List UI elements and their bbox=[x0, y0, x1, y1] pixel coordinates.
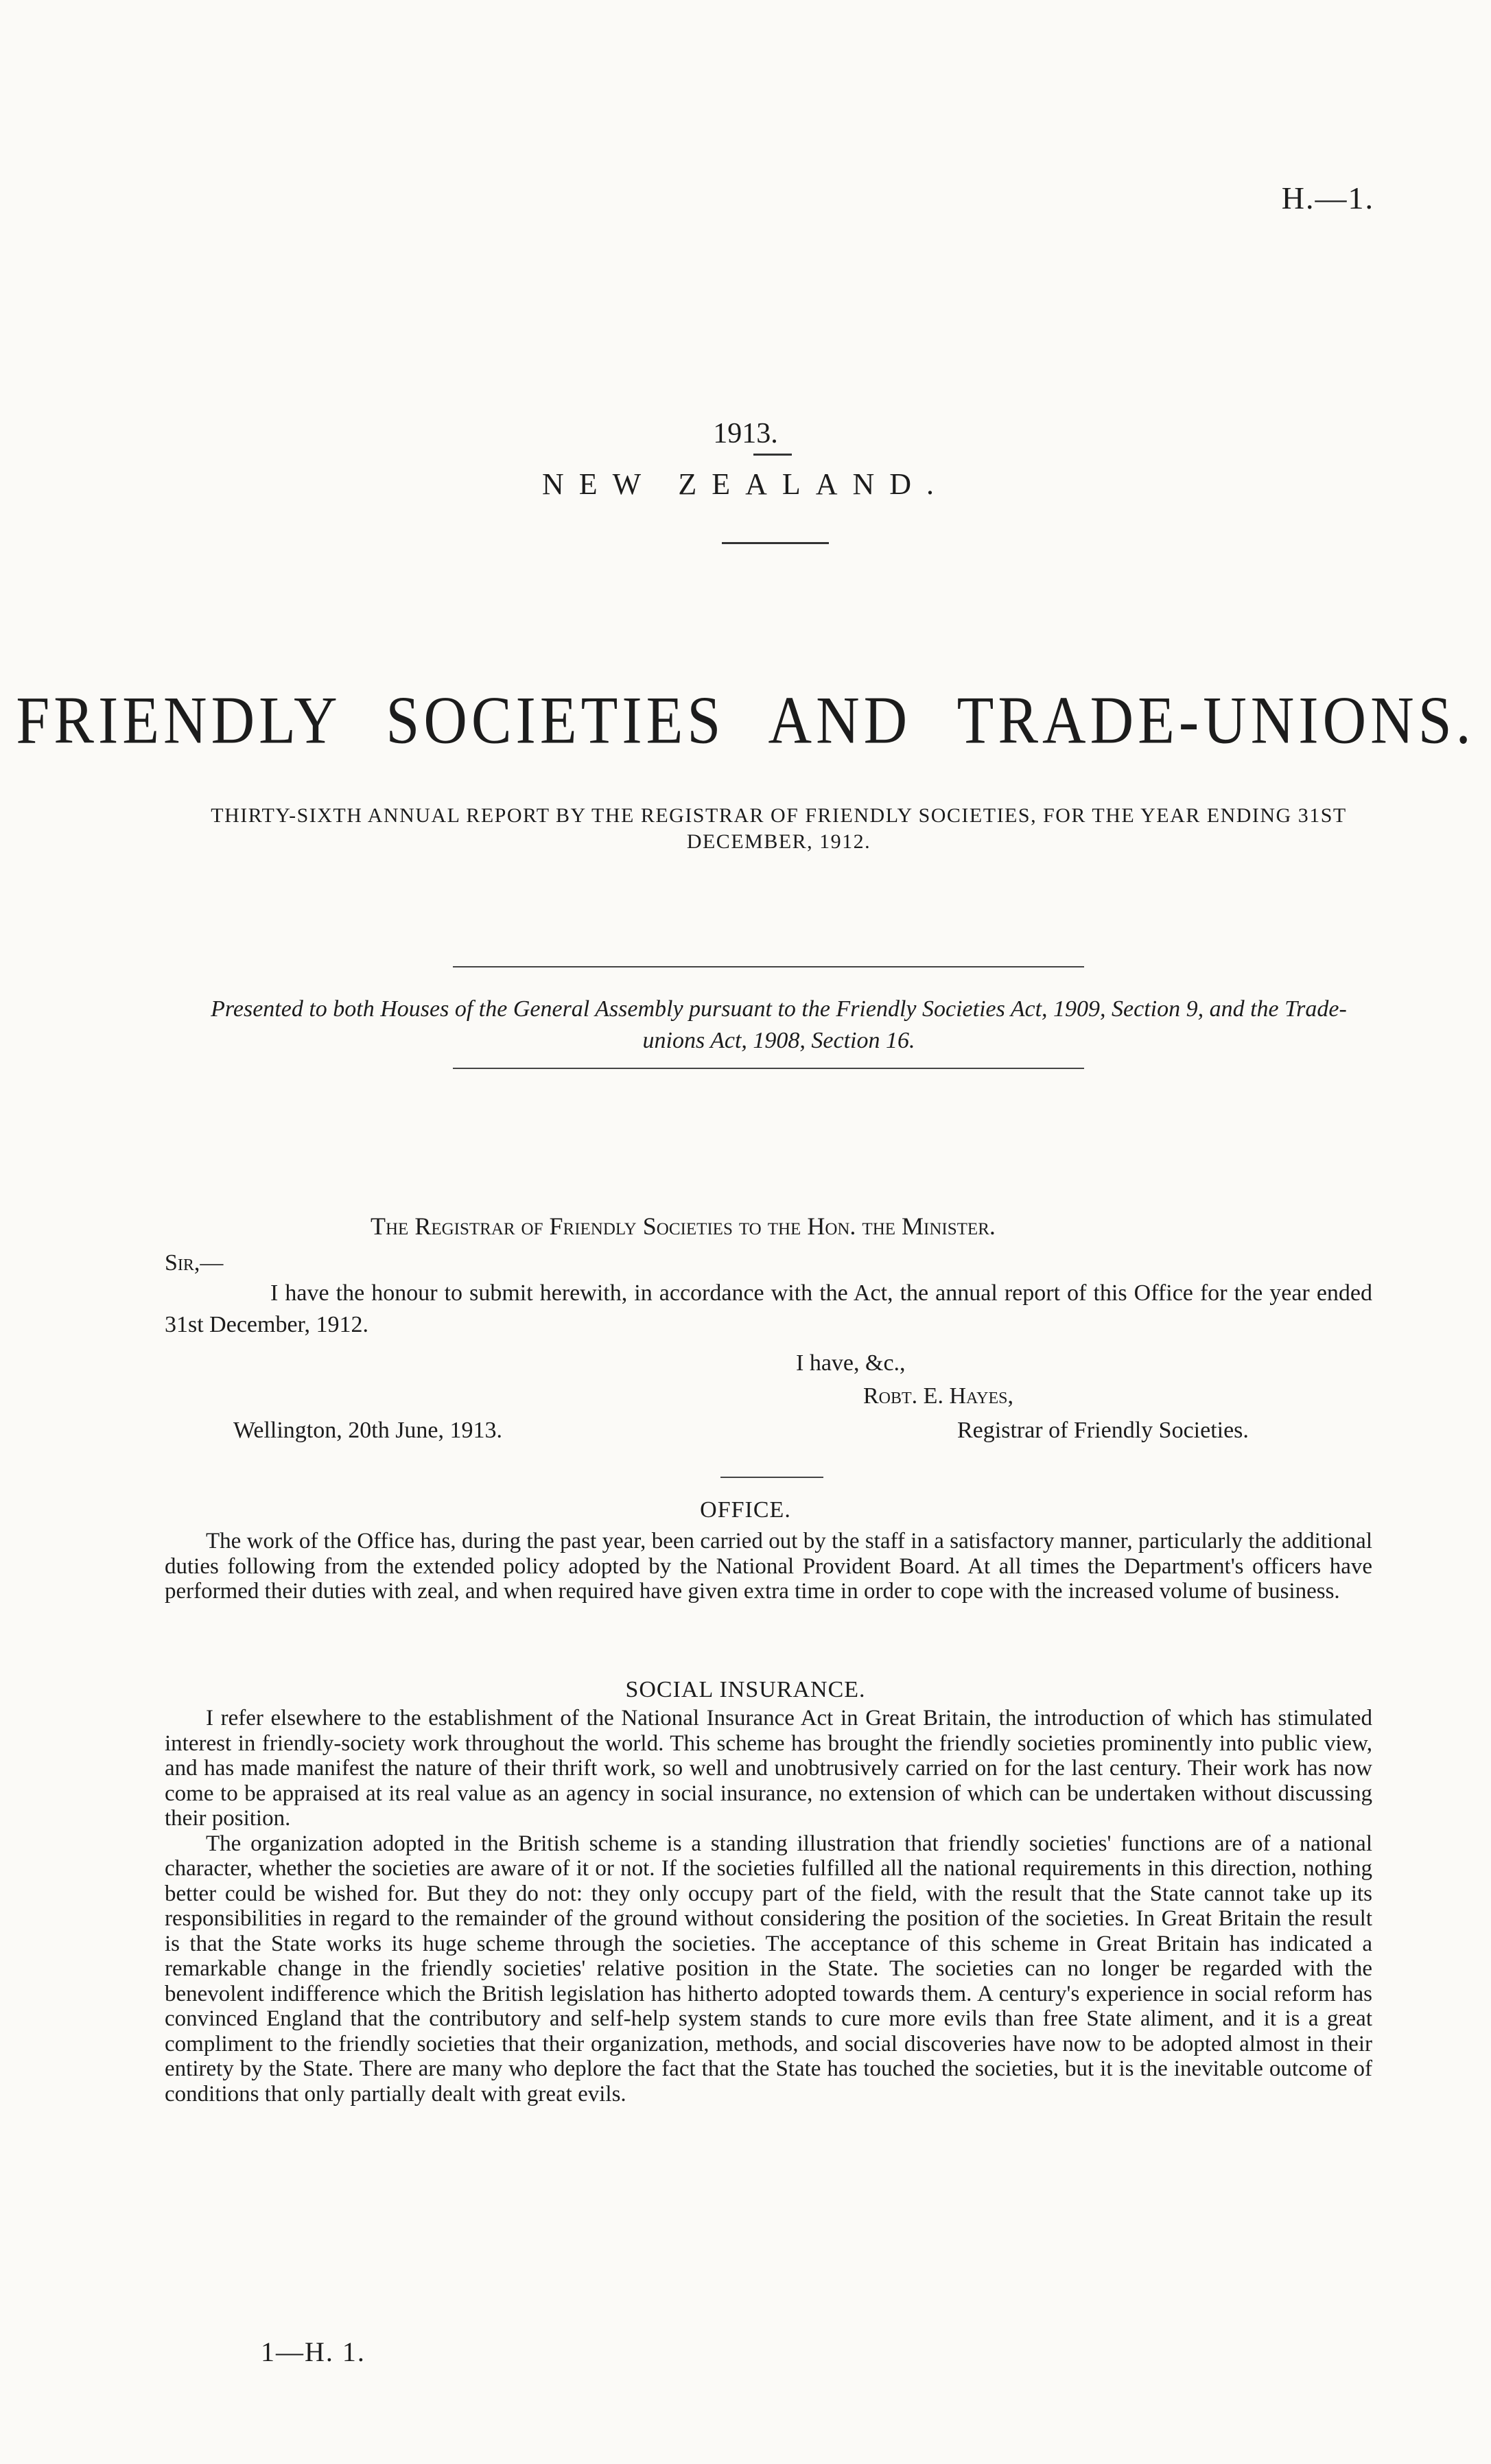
letter-place-date: Wellington, 20th June, 1913. bbox=[233, 1418, 503, 1443]
social-insurance-heading: SOCIAL INSURANCE. bbox=[625, 1677, 866, 1702]
office-section bbox=[165, 1529, 1372, 1604]
letter-signatory-title: Registrar of Friendly Societies. bbox=[957, 1418, 1249, 1443]
presented-rule-bottom bbox=[453, 1068, 1084, 1069]
social-insurance-paragraph-2: The organization adopted in the British scheme is a standing illustration that friendly societies' functions are of a national character, whether the societies are aware of it or not. If the societies fulfilled all the national requirements in this direction, nothing better could be wished for. But they do not: they only occupy part of the field, with the result that the State cannot take up its responsibilities in regard to the remainder of the ground without considering the position of the societies. In Great Britain the result is that the State works its huge scheme through the societies. The acceptance of this scheme in Great Britain has indicated a remarkable change in the friendly societies' relative position in the State. The societies can no longer be regarded with the benevolent indifference which the British legislation has hitherto adopted towards them. A century's experience in social reform has convinced England that the contributory and self-help system stands to cure more evils than free State aliment, and it is a great compliment to the friendly societies that their organization, methods, and social discoveries have now to be adopted almost in their entirety by the State. There are many who deplore the fact that the State has touched the societies, but it is the inevitable outcome of conditions that only partially dealt with great evils. bbox=[165, 1831, 1372, 2107]
report-year: 1913. bbox=[713, 418, 778, 449]
letter-signatory: Robt. E. Hayes, bbox=[863, 1383, 1013, 1409]
presented-rule-top bbox=[453, 966, 1084, 967]
section-divider bbox=[720, 1477, 823, 1478]
social-insurance-section bbox=[165, 1706, 1372, 2107]
letter-closing: I have, &c., bbox=[796, 1350, 906, 1376]
letter-salutation: Sir,— bbox=[165, 1250, 224, 1276]
office-heading: OFFICE. bbox=[700, 1497, 791, 1523]
document-subtitle: THIRTY-SIXTH ANNUAL REPORT BY THE REGISTRAR OF FRIENDLY SOCIETIES, FOR THE YEAR ENDING 31ST DECEMBER, 1912. bbox=[211, 804, 1347, 853]
document-title: FRIENDLY SOCIETIES AND TRADE-UNIONS. bbox=[16, 683, 1475, 758]
year-underline bbox=[753, 454, 792, 456]
divider-rule bbox=[722, 542, 829, 544]
letter-body: I have the honour to submit herewith, in accordance with the Act, the annual report of this Office for the year ended 31st December, 1912. bbox=[165, 1280, 1372, 1337]
page-footer-code: 1—H. 1. bbox=[261, 2336, 366, 2367]
social-insurance-paragraph-1: I refer elsewhere to the establishment of the National Insurance Act in Great Britain, the introduction of which has stimulated interest in friendly-society work throughout the world. This scheme has brought the friendly societies prominently into public view, and has made manifest the nature of their thrift work, so well and unobtrusively carried on for the last century. Their work has now come to be appraised at its real value as an agency in social insurance, no extension of which can be undertaken without discussing their position. bbox=[165, 1706, 1372, 1831]
presented-statement: Presented to both Houses of the General Assembly pursuant to the Friendly Societies Act, 1909, Section 9, and the Trade-unions Act, 1908, Section 16. bbox=[211, 996, 1347, 1053]
letter-address: The Registrar of Friendly Societies to the Hon. the Minister. bbox=[371, 1212, 996, 1240]
document-code: H.—1. bbox=[1281, 180, 1374, 215]
office-paragraph: The work of the Office has, during the past year, been carried out by the staff in a satisfactory manner, particularly the additional duties following from the extended policy adopted by the National Provident Board. At all times the Department's officers have performed their duties with zeal, and when required have given extra time in order to cope with the increased volume of business. bbox=[165, 1529, 1372, 1604]
country-heading: NEW ZEALAND. bbox=[541, 467, 950, 501]
